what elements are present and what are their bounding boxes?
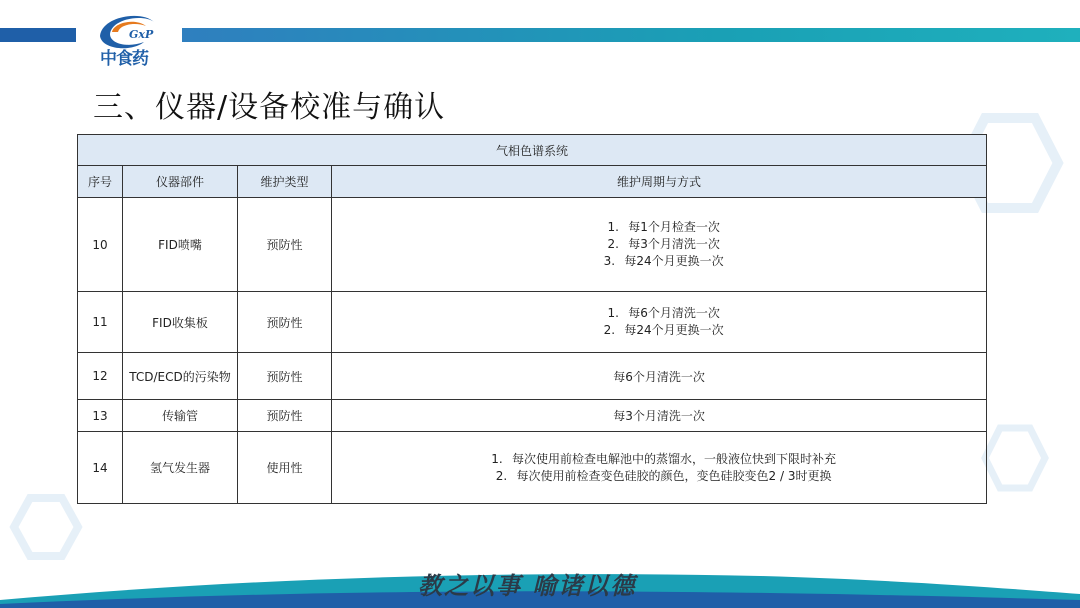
method-item: 2. 每次使用前检查变色硅胶的颜色，变色硅胶变色2 / 3时更换	[495, 468, 832, 483]
row-type: 预防性	[238, 353, 332, 400]
row-method: 每6个月清洗一次	[332, 353, 987, 400]
row-part: TCD/ECD的污染物	[123, 353, 238, 400]
logo-tag: GxP	[129, 28, 154, 41]
table-row	[78, 353, 987, 400]
row-type: 预防性	[238, 292, 332, 353]
row-part: 氢气发生器	[123, 432, 238, 504]
maintenance-table	[77, 134, 987, 504]
method-item: 3. 每24个月更换一次	[603, 254, 724, 268]
table-row	[78, 292, 987, 353]
row-part: 传输管	[123, 400, 238, 432]
row-method	[332, 432, 987, 504]
header-bar-right	[182, 28, 1080, 42]
column-header-no: 序号	[78, 166, 123, 198]
logo-brand-text: 中食药	[100, 49, 148, 69]
row-method	[332, 292, 987, 353]
row-type: 预防性	[238, 198, 332, 292]
row-type: 使用性	[238, 432, 332, 504]
row-number: 10	[78, 198, 123, 292]
table-row	[78, 432, 987, 504]
row-type: 预防性	[238, 400, 332, 432]
method-item: 1. 每6个月清洗一次	[607, 306, 720, 320]
method-item: 2. 每3个月清洗一次	[607, 237, 720, 251]
method-item: 1. 每次使用前检查电解池中的蒸馏水，一般液位快到下限时补充	[491, 451, 837, 466]
page-title: 三、仪器/设备校准与确认	[93, 90, 446, 125]
row-method: 每3个月清洗一次	[332, 400, 987, 432]
method-item: 2. 每24个月更换一次	[603, 323, 724, 337]
row-number: 14	[78, 432, 123, 504]
column-header-type: 维护类型	[238, 166, 332, 198]
table-row	[78, 198, 987, 292]
row-part: FID喷嘴	[123, 198, 238, 292]
table-caption: 气相色谱系统	[78, 135, 987, 166]
row-number: 13	[78, 400, 123, 432]
row-part: FID收集板	[123, 292, 238, 353]
row-number: 12	[78, 353, 123, 400]
method-item: 1. 每1个月检查一次	[607, 220, 720, 234]
header-bar-left	[0, 28, 76, 42]
table-row	[78, 400, 987, 432]
row-number: 11	[78, 292, 123, 353]
column-header-method: 维护周期与方式	[332, 166, 987, 198]
column-header-part: 仪器部件	[123, 166, 238, 198]
footer-motto: 教之以事 喻诸以德	[418, 571, 637, 600]
row-method	[332, 198, 987, 292]
